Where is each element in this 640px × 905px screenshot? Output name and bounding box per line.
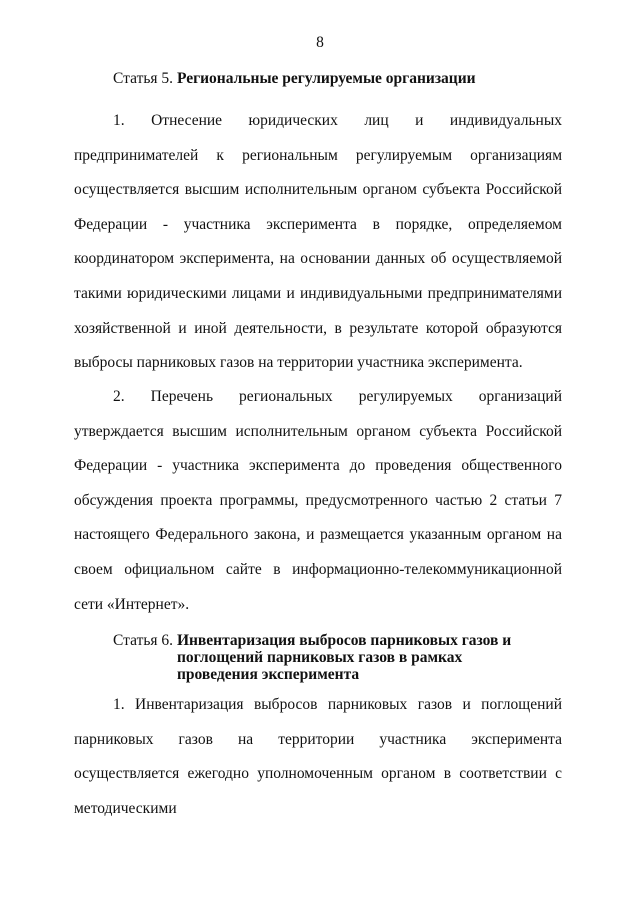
article-6-label: Статья 6. xyxy=(113,632,174,649)
page-number: 8 xyxy=(316,34,324,51)
article-6-paragraph-1: 1. Инвентаризация выбросов парниковых газов и поглощений парниковых газов на территории участника эксперимента осуществляется ежегодно уполномоченным органом в соответствии с методическими xyxy=(74,696,562,817)
article-5-heading xyxy=(113,70,573,87)
article-5-title: Региональные регулируемые организации xyxy=(176,70,476,87)
article-6-title: Инвентаризация выбросов парниковых газов и поглощений парниковых газов в рамках проведения эксперимента xyxy=(176,632,512,683)
article-5-paragraph-1: 1. Отнесение юридических лиц и индивидуальных предпринимателей к региональным регулируемым организациям осуществляется высшим исполнительным органом субъекта Российской Федерации - участника эксперимента в порядке, определяемом координатором эксперимента, на основании данных об осуществляемой такими юридическими лицами и индивидуальными предпринимателями хозяйственной и иной деятельности, в результате которой образуются выбросы парниковых газов на территории участника эксперимента. xyxy=(74,112,562,372)
article-5-label: Статья 5. xyxy=(113,70,174,87)
article-6-heading xyxy=(113,632,573,683)
article-5-paragraph-2: 2. Перечень региональных регулируемых организаций утверждается высшим исполнительным органом субъекта Российской Федерации - участника эксперимента до проведения общественного обсуждения проекта программы, предусмотренного частью 2 статьи 7 настоящего Федерального закона, и размещается указанным органом на своем официальном сайте в информационно-телекоммуникационной сети «Интернет». xyxy=(74,388,562,613)
